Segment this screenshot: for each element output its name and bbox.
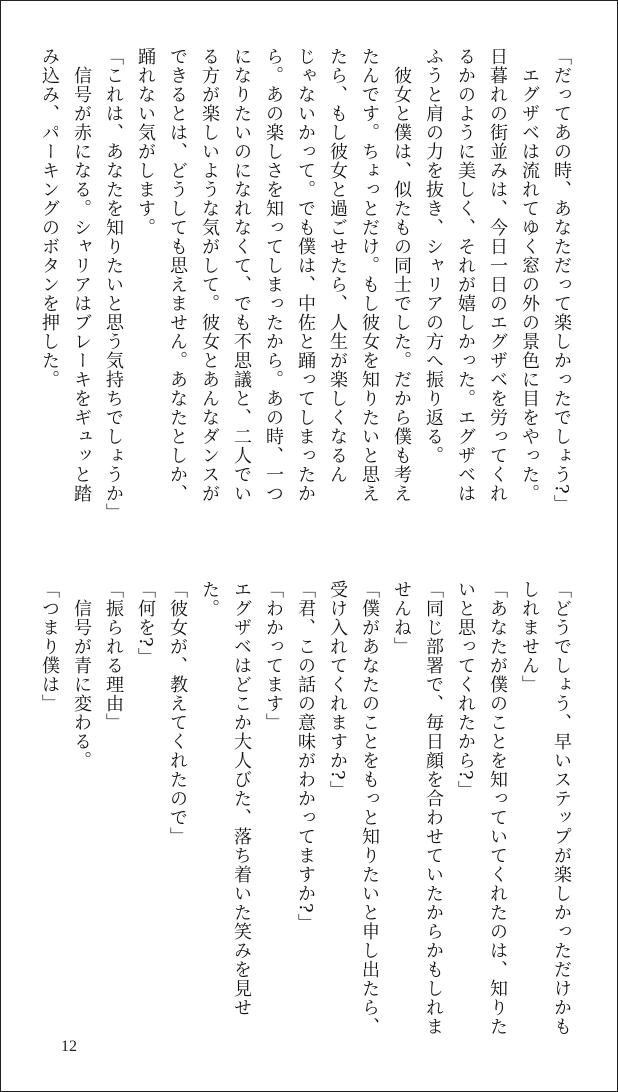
text-block-lower xyxy=(39,580,577,1036)
text-line: 「彼女が、教えてくれたので」 xyxy=(167,580,188,846)
text-line: 「振られる理由」 xyxy=(103,580,124,732)
text-line: 「君、この話の意味がわかってますか?」 xyxy=(295,580,316,933)
text-line: 「同じ部署で、毎日顔を合わせていたからかもしれま xyxy=(423,580,444,1036)
text-line: 日暮れの街並みは、今日一日のエグザベを労ってくれ xyxy=(487,47,508,503)
text-line: エグザベは流れてゆく窓の外の景色に目をやった。 xyxy=(519,47,540,503)
text-line: 「あなたが僕のことを知っていてくれたのは、知りた xyxy=(487,580,508,1036)
page-number: 12 xyxy=(61,1038,77,1055)
text-line: 「だってあの時、あなただって楽しかったでしょう?」 xyxy=(551,47,572,514)
text-line: 踊れない気がします。 xyxy=(135,47,156,237)
text-line: エグザベはどこか大人びた、落ち着いた笑みを見せ xyxy=(231,580,252,1017)
text-line: しれません」 xyxy=(519,580,540,694)
text-line: ふうと肩の力を抜き、シャリアの方へ振り返る。 xyxy=(423,47,444,465)
text-line: た。 xyxy=(199,580,220,618)
text-line: 「これは、あなたを知りたいと思う気持ちでしょうか」 xyxy=(103,47,124,522)
text-line: 「何を?」 xyxy=(135,580,156,667)
text-line: 「僕があなたのことをもっと知りたいと申し出たら、 xyxy=(359,580,380,1036)
text-line: 「どうでしょう、早いステップが楽しかっただけかも xyxy=(551,580,572,1036)
text-line: ら。あの楽しさを知ってしまったから。あの時、一つ xyxy=(263,47,284,503)
text-line: み込み、パーキングのボタンを押した。 xyxy=(39,47,60,389)
text-line: できるとは、どうしても思えません。あなたとしか、 xyxy=(167,47,188,503)
text-line: るかのように美しく、それが嬉しかった。エグザベは xyxy=(455,47,476,503)
text-line: いと思ってくれたから?」 xyxy=(455,580,476,800)
text-line: 彼女と僕は、似たもの同士でした。だから僕も考え xyxy=(391,47,412,503)
text-line: じゃないかって。でも僕は、中佐と踊ってしまったか xyxy=(295,47,316,503)
text-line: 受け入れてくれますか?」 xyxy=(327,580,348,800)
text-line: たら、もし彼女と過ごせたら、人生が楽しくなるん xyxy=(327,47,348,484)
text-block-upper xyxy=(39,47,577,533)
text-line: になりたいのになれなくて、でも不思議と、二人でい xyxy=(231,47,252,503)
text-line: る方が楽しいような気がして。彼女とあんなダンスが xyxy=(199,47,220,503)
text-line: 「わかってます」 xyxy=(263,580,284,732)
text-line: たんです。ちょっとだけ。もし彼女を知りたいと思え xyxy=(359,47,380,503)
text-line: せんね」 xyxy=(391,580,412,656)
text-line: 「つまり僕は」 xyxy=(39,580,60,713)
text-line: 信号が青に変わる。 xyxy=(71,580,92,770)
text-line: 信号が赤になる。シャリアはブレーキをギュッと踏 xyxy=(71,47,92,503)
